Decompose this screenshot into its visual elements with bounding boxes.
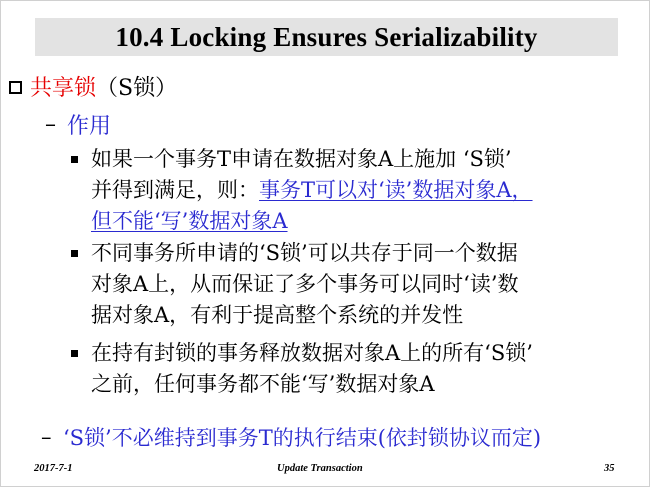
title-bar: [35, 18, 618, 56]
bullet-2-line-3: 据对象A，有利于提高整个系统的并发性: [91, 303, 464, 327]
bullet-3-line-1: 在持有封锁的事务释放数据对象A上的所有‘S锁’: [91, 341, 533, 365]
bullet-1-link-part-2[interactable]: 但不能‘写’数据对象A: [91, 209, 288, 233]
dash-bullet: –: [45, 112, 56, 137]
bullet-2-line-1: 不同事务所申请的‘S锁’可以共存于同一个数据: [91, 241, 518, 265]
subheading-row: [45, 109, 111, 140]
bullet-item-2: [71, 238, 646, 331]
bullet-3-line-2: 之前，任何事务都不能‘写’数据对象A: [91, 372, 435, 396]
footer-page-number: 35: [604, 463, 615, 474]
bullet-item-1: [71, 144, 646, 237]
dash-bullet: –: [41, 425, 52, 449]
filled-square-icon: [71, 156, 78, 163]
filled-square-icon: [71, 350, 78, 357]
footer-date: 2017-7-1: [34, 463, 73, 474]
bullet-1-line-1-text: 如果一个事务T申请在数据对象A上施加 ‘S锁’: [91, 147, 512, 171]
heading-suffix: （S锁）: [96, 76, 178, 101]
footer-title: Update Transaction: [277, 463, 363, 474]
bullet-1-line-2: [91, 175, 646, 206]
bullet-1-line-3: [91, 206, 646, 237]
bullet-1-line-1: [91, 144, 646, 175]
bullet-2-line-2: 对象A上，从而保证了多个事务可以同时‘读’数: [91, 272, 519, 296]
bullet-item-3: [71, 338, 646, 400]
heading-term: 共享锁: [30, 76, 97, 101]
heading-row: [9, 71, 177, 102]
subheading: 作用: [67, 114, 112, 139]
bullet-1-link-part-1[interactable]: 事务T可以对‘读’数据对象A，: [259, 178, 533, 202]
note-row: [41, 422, 541, 452]
hollow-square-icon: [9, 81, 22, 94]
bullet-1-line-2-text: 并得到满足，则：: [91, 178, 259, 202]
filled-square-icon: [71, 250, 78, 257]
slide-title: 10.4 Locking Ensures Serializability: [115, 21, 538, 52]
note-text: ‘S锁’不必维持到事务T的执行结束(依封锁协议而定): [63, 426, 542, 450]
